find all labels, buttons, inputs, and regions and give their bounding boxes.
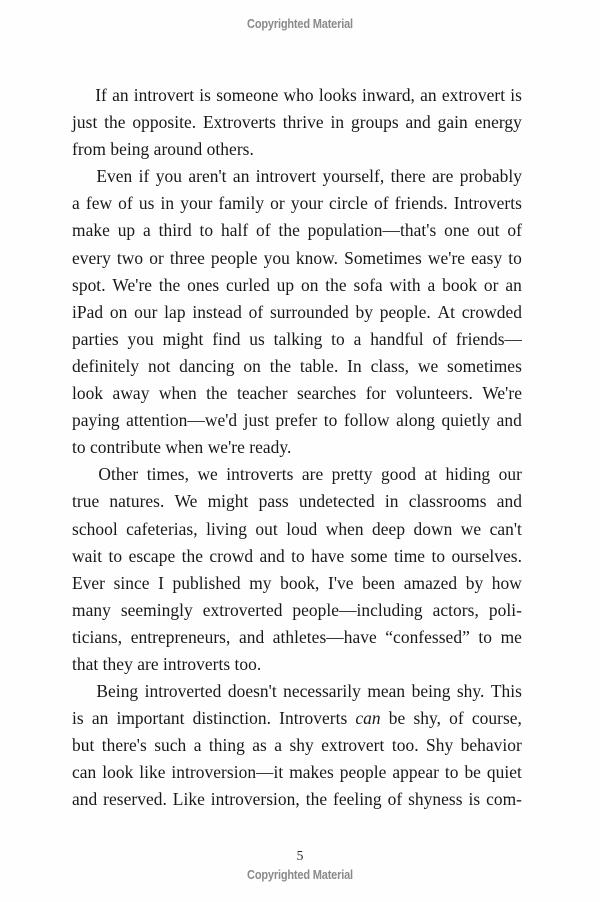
word: an: [232, 166, 250, 187]
word: who: [283, 85, 314, 105]
word: introversion—it: [171, 762, 284, 783]
word: on: [109, 301, 128, 322]
first-line-indent: [72, 82, 90, 109]
word: look: [72, 383, 104, 404]
copyright-watermark-bottom: Copyrighted Material: [247, 868, 353, 882]
word: ourselves.: [451, 545, 522, 566]
word: every: [72, 247, 111, 268]
word: but: [72, 735, 95, 756]
word: com-: [486, 789, 522, 810]
word: groups: [351, 112, 399, 133]
word: to: [323, 410, 338, 431]
word: introversion,: [210, 789, 300, 810]
word: we: [417, 355, 439, 376]
word: mean: [367, 681, 406, 702]
word: introverted: [144, 681, 222, 702]
word: actors,: [432, 599, 479, 620]
word: an: [112, 85, 129, 105]
word: of: [118, 193, 133, 214]
word: crowded: [461, 301, 522, 322]
word: are: [432, 166, 454, 187]
word: probably: [459, 166, 522, 187]
word: you: [155, 166, 182, 187]
word: is: [510, 85, 522, 105]
word: to: [291, 545, 305, 566]
word: like: [139, 762, 166, 783]
word: look: [102, 762, 134, 783]
word: loud: [286, 518, 318, 539]
text-line: [72, 516, 522, 543]
word: my: [249, 572, 272, 593]
word: of: [248, 301, 264, 322]
text-line: [72, 651, 522, 678]
word: our: [134, 301, 158, 322]
word: shy,: [413, 708, 442, 729]
word: family: [218, 193, 265, 214]
word: or: [270, 193, 285, 214]
word: be: [388, 708, 406, 729]
word: course,: [471, 708, 522, 729]
word: people: [339, 762, 387, 783]
word: your: [290, 193, 323, 214]
word: behavior: [460, 735, 522, 756]
word: the: [104, 112, 126, 133]
word: handful: [370, 328, 424, 349]
word: third: [158, 220, 192, 241]
text-line: [72, 136, 522, 163]
word: since: [113, 572, 150, 593]
word: Even: [96, 166, 133, 187]
word: pretty: [331, 464, 373, 485]
word: the: [206, 383, 228, 404]
word: half: [220, 220, 249, 241]
text-line: [72, 786, 522, 813]
word: out: [255, 518, 278, 539]
word: shyness: [408, 789, 463, 810]
word: wait: [72, 545, 103, 566]
word: extrovert: [441, 85, 506, 105]
word: instead: [192, 301, 242, 322]
word: a: [193, 735, 202, 756]
word: pass: [258, 491, 289, 512]
word: sofa: [353, 274, 383, 295]
word: circle: [328, 193, 368, 214]
word: a: [353, 328, 362, 349]
word: three: [169, 247, 205, 268]
text-line: [72, 245, 522, 272]
word: time: [393, 545, 426, 566]
word: school: [72, 518, 118, 539]
word: volunteers.: [395, 383, 473, 404]
word: you: [127, 328, 154, 349]
word: thrive: [282, 112, 324, 133]
word: population—that's: [307, 220, 437, 241]
word: not: [147, 355, 171, 376]
word: is: [199, 85, 211, 105]
word: people: [210, 247, 258, 268]
word: doesn't: [227, 681, 277, 702]
word: Introverts: [279, 708, 348, 729]
word: of: [256, 220, 271, 241]
word: I: [158, 572, 164, 593]
word: with: [389, 274, 421, 295]
word: seemingly: [120, 599, 193, 620]
word: there: [390, 166, 426, 187]
word: energy: [474, 112, 522, 133]
line-text: from being around others.: [72, 139, 254, 160]
word: table.: [299, 355, 339, 376]
word: can't: [489, 518, 522, 539]
word: you: [263, 247, 290, 268]
text-line: [72, 190, 522, 217]
word: the: [325, 274, 347, 295]
first-line-indent: [72, 678, 90, 705]
word: reserved.: [103, 789, 167, 810]
word: aren't: [188, 166, 227, 187]
word: dancing: [179, 355, 235, 376]
word: inward,: [361, 85, 415, 105]
word: quiet: [486, 762, 522, 783]
word: Other: [98, 464, 139, 485]
text-line-emphasis: [72, 705, 522, 732]
word: if: [138, 166, 150, 187]
word: yourself,: [322, 166, 385, 187]
word: might: [207, 491, 249, 512]
word: being: [411, 681, 451, 702]
line-text: to contribute when we're ready.: [72, 437, 292, 458]
word: At: [437, 301, 455, 322]
emphasized-word: can: [355, 708, 381, 729]
word: prefer: [275, 410, 318, 431]
word: We're: [482, 383, 522, 404]
word: me: [500, 626, 522, 647]
word: Ever: [72, 572, 106, 593]
word: ones: [187, 274, 220, 295]
word: can: [72, 762, 97, 783]
word: I've: [328, 572, 354, 593]
word: to: [108, 545, 123, 566]
word: we: [197, 464, 218, 485]
word: book,: [280, 572, 320, 593]
word: of: [432, 328, 448, 349]
word: your: [180, 193, 213, 214]
word: is: [72, 708, 84, 729]
word: and: [405, 112, 431, 133]
word: is: [468, 789, 481, 810]
text-line: [72, 732, 522, 759]
text-line: [72, 678, 522, 705]
word: know.: [295, 247, 339, 268]
word: such: [154, 735, 187, 756]
text-line: [72, 109, 522, 136]
word: and: [496, 410, 522, 431]
word: makes: [289, 762, 334, 783]
word: gain: [437, 112, 468, 133]
word: spot.: [72, 274, 106, 295]
word: Shy: [426, 735, 454, 756]
word: been: [362, 572, 396, 593]
word: just: [243, 410, 269, 431]
word: might: [162, 328, 204, 349]
word: we're: [427, 247, 466, 268]
copyright-watermark-top: Copyrighted Material: [247, 17, 353, 31]
word: Like: [172, 789, 205, 810]
word: to: [444, 762, 459, 783]
word: ticians,: [72, 626, 123, 647]
word: the: [278, 220, 300, 241]
word: athletes—have: [272, 626, 377, 647]
word: extrovert: [321, 735, 385, 756]
word: opposite.: [132, 112, 197, 133]
word: shy: [289, 735, 314, 756]
word: just: [72, 112, 98, 133]
word: This: [490, 681, 522, 702]
word: friends.: [394, 193, 448, 214]
word: and: [72, 789, 98, 810]
word: and: [259, 545, 285, 566]
word: introvert: [255, 166, 317, 187]
word: the: [269, 355, 292, 376]
word: teacher: [237, 383, 288, 404]
word: feeling: [333, 789, 382, 810]
word: class,: [370, 355, 410, 376]
word: a: [274, 735, 283, 756]
word: of: [449, 708, 464, 729]
text-line: [72, 624, 522, 651]
line-text: that they are introverts too.: [72, 653, 262, 674]
word: at: [424, 464, 438, 485]
word: attention—we'd: [126, 410, 238, 431]
word: or: [483, 274, 499, 295]
word: a: [72, 193, 80, 214]
word: In: [347, 355, 362, 376]
word: how: [491, 572, 522, 593]
word: distinction.: [192, 708, 272, 729]
word: out: [477, 220, 500, 241]
word: We: [174, 491, 198, 512]
word: extroverted: [202, 599, 283, 620]
word: are: [301, 464, 324, 485]
word: hiding: [445, 464, 491, 485]
word: escape: [128, 545, 176, 566]
word: introverts: [226, 464, 294, 485]
word: introvert: [133, 85, 195, 105]
word: of: [373, 193, 389, 214]
word: surrounded: [269, 301, 349, 322]
word: an: [420, 85, 437, 105]
word: living: [206, 518, 247, 539]
word: shy.: [456, 681, 485, 702]
word: we: [460, 518, 482, 539]
word: on: [243, 355, 261, 376]
word: by: [465, 572, 484, 593]
word: to: [508, 247, 522, 268]
word: Being: [96, 681, 139, 702]
word: necessarily: [283, 681, 361, 702]
word: natures.: [109, 491, 165, 512]
word: appear: [392, 762, 439, 783]
word: times,: [146, 464, 190, 485]
word: two: [116, 247, 144, 268]
word: a: [427, 274, 436, 295]
paragraph: [72, 678, 522, 813]
word: some: [350, 545, 388, 566]
word: an: [505, 274, 522, 295]
word: away: [112, 383, 150, 404]
body-text-block: [72, 82, 522, 814]
word: one: [444, 220, 470, 241]
word: people.: [379, 301, 431, 322]
word: sometimes: [447, 355, 522, 376]
word: curled: [226, 274, 270, 295]
word: deep: [372, 518, 406, 539]
word: when: [325, 518, 364, 539]
word: of: [507, 220, 522, 241]
word: amazed: [403, 572, 458, 593]
word: the: [305, 789, 328, 810]
word: a: [143, 220, 151, 241]
word: to: [199, 220, 214, 241]
word: talking: [273, 328, 323, 349]
text-line: [72, 326, 522, 353]
text-line: [72, 163, 522, 190]
word: as: [252, 735, 267, 756]
word: looks: [318, 85, 357, 105]
word: us: [138, 193, 155, 214]
word: thing: [208, 735, 245, 756]
word: on: [300, 274, 319, 295]
word: Sometimes: [344, 247, 422, 268]
word: be: [464, 762, 481, 783]
word: follow: [343, 410, 390, 431]
word: make: [72, 220, 110, 241]
text-line: [72, 759, 522, 786]
word: few: [85, 193, 113, 214]
word: book: [442, 274, 478, 295]
word: searches: [296, 383, 357, 404]
text-line: [72, 488, 522, 515]
word: parties: [72, 328, 119, 349]
text-line: [72, 353, 522, 380]
word: the: [181, 545, 204, 566]
word: up: [117, 220, 136, 241]
word: down: [413, 518, 453, 539]
first-line-indent: [72, 461, 90, 488]
word: many: [72, 599, 111, 620]
text-line: [72, 461, 522, 488]
paragraph: [72, 82, 522, 163]
word: undetected: [298, 491, 375, 512]
word: by: [355, 301, 373, 322]
word: easy: [471, 247, 503, 268]
word: If: [95, 85, 107, 105]
word: or: [149, 247, 164, 268]
word: “confessed”: [385, 626, 470, 647]
word: classrooms: [408, 491, 487, 512]
text-line: [72, 597, 522, 624]
word: entrepreneurs,: [130, 626, 231, 647]
word: there's: [101, 735, 147, 756]
word: in: [330, 112, 345, 133]
word: to: [331, 328, 345, 349]
word: an: [91, 708, 109, 729]
word: along: [396, 410, 435, 431]
word: definitely: [72, 355, 140, 376]
word: Extroverts: [203, 112, 276, 133]
word: good: [380, 464, 416, 485]
word: iPad: [72, 301, 104, 322]
text-line: [72, 434, 522, 461]
paragraph: [72, 461, 522, 678]
word: cafeterias,: [126, 518, 198, 539]
word: when: [158, 383, 197, 404]
text-line: [72, 82, 522, 109]
word: Introverts: [453, 193, 522, 214]
word: and: [496, 491, 522, 512]
page-number: 5: [296, 848, 304, 863]
word: us: [249, 328, 265, 349]
word: to: [431, 545, 446, 566]
word: people—including: [292, 599, 423, 620]
word: poli-: [488, 599, 522, 620]
word: friends—: [455, 328, 522, 349]
word: in: [160, 193, 175, 214]
word: published: [172, 572, 241, 593]
word: quietly: [441, 410, 491, 431]
word: have: [311, 545, 345, 566]
word: for: [365, 383, 387, 404]
text-line: [72, 407, 522, 434]
word: someone: [216, 85, 279, 105]
word: the: [158, 274, 181, 295]
word: find: [212, 328, 241, 349]
text-line: [72, 543, 522, 570]
word: and: [238, 626, 265, 647]
word: We're: [112, 274, 153, 295]
word: of: [387, 789, 403, 810]
word: up: [276, 274, 295, 295]
word: lap: [164, 301, 186, 322]
paragraph: [72, 163, 522, 461]
word: paying: [72, 410, 120, 431]
word: our: [498, 464, 522, 485]
word: to: [478, 626, 493, 647]
text-line: [72, 570, 522, 597]
word: important: [116, 708, 185, 729]
text-line: [72, 217, 522, 244]
text-line: [72, 380, 522, 407]
word: true: [72, 491, 100, 512]
first-line-indent: [72, 163, 90, 190]
word: crowd: [209, 545, 254, 566]
word: too.: [391, 735, 419, 756]
text-line: [72, 299, 522, 326]
text-line: [72, 272, 522, 299]
word: in: [384, 491, 399, 512]
